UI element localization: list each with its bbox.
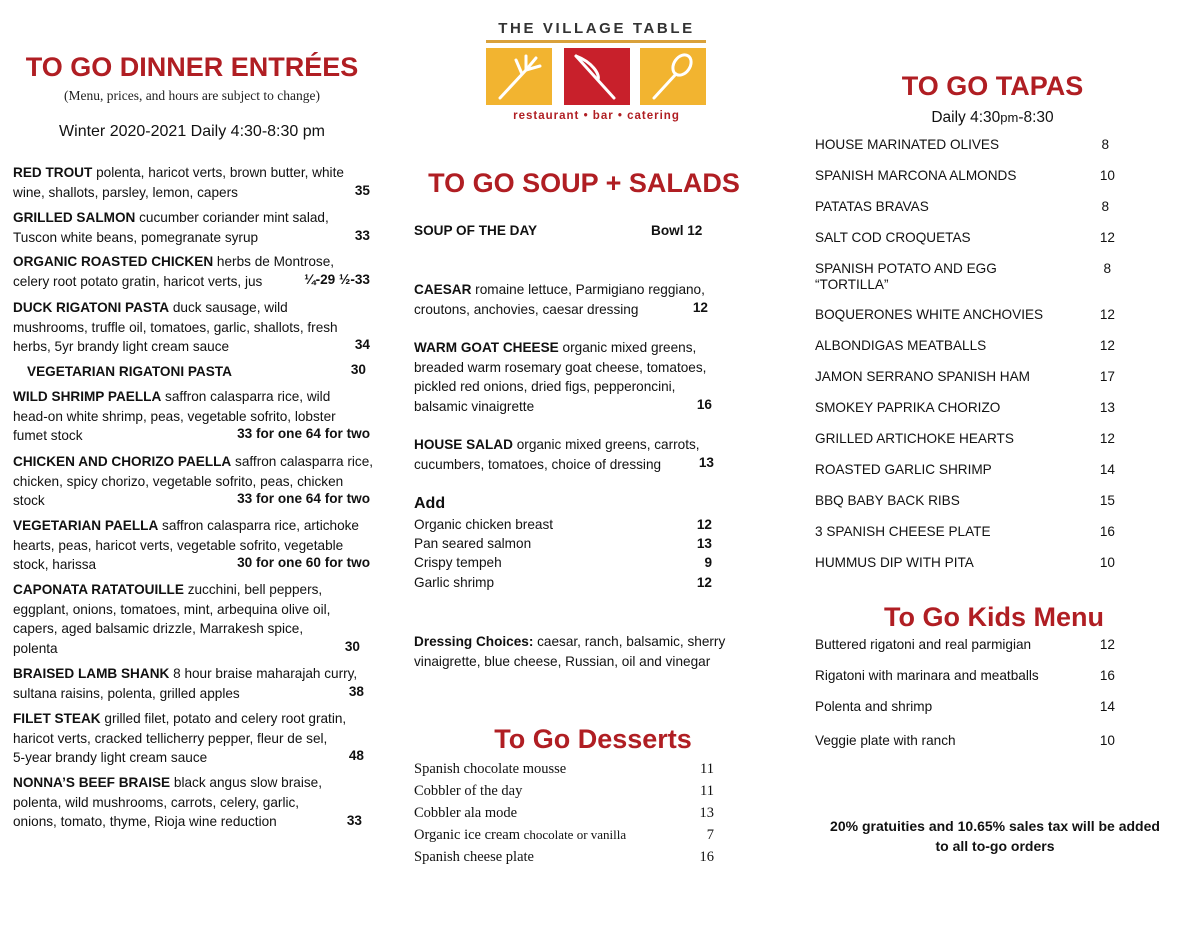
- entree-price: 34: [354, 337, 370, 352]
- kids-item: [815, 668, 1125, 684]
- salad-price: 16: [696, 397, 712, 412]
- tapas-price: 8: [1103, 261, 1111, 276]
- entree-desc: stock: [13, 493, 45, 508]
- entree-desc: saffron calasparra rice, artichoke: [158, 518, 359, 533]
- entree-name: CHICKEN AND CHORIZO PAELLA: [13, 454, 232, 469]
- salad-desc: romaine lettuce, Parmigiano reggiano,: [471, 282, 705, 297]
- add-name: Garlic shrimp: [414, 575, 495, 590]
- tapas-name: 3 SPANISH CHEESE PLATE: [815, 524, 991, 539]
- tapas-hours-end: -8:30: [1018, 109, 1054, 126]
- dessert-item: [414, 849, 714, 866]
- tapas-item: [815, 431, 1125, 447]
- dessert-item: [414, 783, 714, 800]
- dessert-price: 16: [699, 849, 714, 865]
- tapas-price: 17: [1099, 369, 1115, 384]
- tapas-item: [815, 230, 1125, 246]
- tapas-name: BBQ BABY BACK RIBS: [815, 493, 960, 508]
- dressing-text: caesar, ranch, balsamic, sherry: [533, 634, 726, 649]
- kids-name: Veggie plate with ranch: [815, 733, 956, 748]
- tapas-hours-start: Daily 4:30: [931, 109, 1001, 126]
- entree-price: 30 for one 60 for two: [237, 555, 370, 570]
- salad-name: CAESAR: [414, 282, 472, 297]
- dessert-name: Spanish cheese plate: [414, 849, 534, 865]
- salad-price: 13: [698, 455, 714, 470]
- tapas-name: SMOKEY PAPRIKA CHORIZO: [815, 400, 1001, 415]
- tapas-price: 14: [1099, 462, 1115, 477]
- dessert-price: 11: [700, 761, 714, 777]
- salad-desc: balsamic vinaigrette: [414, 398, 535, 414]
- dessert-name: Spanish chocolate mousse: [414, 761, 567, 777]
- tapas-price: 10: [1099, 168, 1115, 183]
- entree-desc: zucchini, bell peppers,: [183, 582, 323, 597]
- tapas-hours: [880, 109, 1105, 127]
- tapas-name: SALT COD CROQUETAS: [815, 230, 971, 245]
- entree-name: GRILLED SALMON: [13, 210, 136, 225]
- tapas-name: SPANISH MARCONA ALMONDS: [815, 168, 1017, 183]
- tapas-name-line2: “TORTILLA”: [815, 277, 889, 292]
- gratuity-note: [806, 816, 1184, 856]
- tapas-price: 8: [1101, 199, 1109, 214]
- kids-name: Polenta and shrimp: [815, 699, 933, 714]
- kids-item: [815, 699, 1125, 715]
- add-item: [414, 555, 714, 570]
- entree-price: 33: [354, 228, 370, 243]
- entree-desc: onions, tomato, thyme, Rioja wine reduction: [13, 814, 277, 829]
- tapas-price: 15: [1099, 493, 1115, 508]
- kids-price: 14: [1099, 699, 1115, 714]
- spoon-icon: [640, 48, 706, 105]
- salad-desc: organic mixed greens, carrots,: [512, 437, 700, 452]
- tapas-item: [815, 261, 1125, 293]
- tapas-price: 12: [1099, 338, 1115, 353]
- desserts-title: To Go Desserts: [494, 724, 692, 754]
- entree-desc: saffron calasparra rice, wild: [161, 389, 331, 404]
- dressing-choices: [414, 632, 754, 671]
- dessert-name: Cobbler ala mode: [414, 805, 518, 821]
- add-price: 12: [696, 517, 712, 532]
- add-price: 12: [696, 575, 712, 590]
- tapas-name: BOQUERONES WHITE ANCHOVIES: [815, 307, 1044, 322]
- entree-desc: cucumber coriander mint salad,: [135, 210, 329, 225]
- entree-item-duck-rigatoni: [13, 298, 383, 357]
- entree-desc: haricot verts, cracked tellicherry pepper, fleur de sel,: [13, 730, 328, 746]
- entree-item-red-trout: [13, 163, 383, 202]
- entree-item-veg-rigatoni: [27, 362, 327, 382]
- entree-item-grilled-salmon: [13, 208, 383, 247]
- tapas-name: PATATAS BRAVAS: [815, 199, 929, 214]
- tapas-item: [815, 555, 1125, 571]
- entree-desc: black angus slow braise,: [170, 775, 322, 790]
- entree-name: WILD SHRIMP PAELLA: [13, 389, 162, 404]
- entree-desc: mushrooms, truffle oil, tomatoes, garlic, shallots, fresh: [13, 319, 338, 335]
- kids-name: Rigatoni with marinara and meatballs: [815, 668, 1039, 683]
- tapas-item: [815, 493, 1125, 509]
- salad-desc: organic mixed greens,: [558, 340, 697, 355]
- fork-icon: [486, 48, 552, 105]
- gratuity-line-1: 20% gratuities and 10.65% sales tax will be added: [830, 818, 1160, 834]
- entrees-note: (Menu, prices, and hours are subject to change): [63, 88, 321, 103]
- entree-price: 33 for one 64 for two: [237, 426, 370, 441]
- tapas-price: 12: [1099, 431, 1115, 446]
- entree-desc: fumet stock: [13, 428, 83, 443]
- entree-name: VEGETARIAN PAELLA: [13, 518, 159, 533]
- kids-title: To Go Kids Menu: [884, 602, 1104, 632]
- soup-name: SOUP OF THE DAY: [414, 223, 538, 238]
- salad-name: WARM GOAT CHEESE: [414, 340, 559, 355]
- salad-desc: cucumbers, tomatoes, choice of dressing: [414, 456, 662, 472]
- entree-price: ¼-29 ½-33: [304, 272, 370, 287]
- entree-name: NONNA’S BEEF BRAISE: [13, 775, 171, 790]
- tapas-title: TO GO TAPAS: [901, 71, 1084, 101]
- entree-desc: eggplant, onions, tomatoes, mint, arbequina olive oil,: [13, 601, 331, 617]
- gratuity-line-2: to all to-go orders: [935, 838, 1055, 854]
- dessert-price: 11: [700, 783, 714, 799]
- entree-price: 33: [346, 813, 362, 828]
- add-item: [414, 575, 714, 590]
- tapas-price: 13: [1099, 400, 1115, 415]
- entree-desc: herbs de Montrose,: [213, 254, 335, 269]
- entree-desc: sultana raisins, polenta, grilled apples: [13, 685, 240, 701]
- kids-item: [815, 733, 1125, 749]
- dessert-price: 13: [699, 805, 714, 821]
- entree-desc: polenta, haricot verts, brown butter, white: [92, 165, 344, 180]
- entree-desc: polenta, wild mushrooms, carrots, celery, garlic,: [13, 794, 300, 810]
- entree-price: 30: [344, 639, 360, 654]
- salad-desc: breaded warm rosemary goat cheese, tomatoes,: [414, 359, 707, 375]
- tapas-item: [815, 199, 1125, 215]
- entree-name: VEGETARIAN RIGATONI PASTA: [27, 364, 232, 379]
- salad-name: HOUSE SALAD: [414, 437, 513, 452]
- add-price: 9: [704, 555, 712, 570]
- tapas-item: [815, 462, 1125, 478]
- tapas-name: ROASTED GARLIC SHRIMP: [815, 462, 992, 477]
- kids-price: 12: [1099, 637, 1115, 652]
- add-price: 13: [696, 536, 712, 551]
- entree-desc: capers, aged balsamic drizzle, Marrakesh spice,: [13, 621, 304, 636]
- tapas-price: 8: [1101, 137, 1109, 152]
- kids-name: Buttered rigatoni and real parmigian: [815, 637, 1032, 652]
- logo-tagline: restaurant • bar • catering: [513, 110, 680, 122]
- entree-desc: celery root potato gratin, haricot verts, jus: [13, 273, 263, 289]
- entree-desc: Tuscon white beans, pomegranate syrup: [13, 229, 259, 245]
- entree-price: 38: [348, 684, 364, 699]
- entree-price: 35: [354, 183, 370, 198]
- tapas-item: [815, 137, 1125, 153]
- tapas-name: ALBONDIGAS MEATBALLS: [815, 338, 987, 353]
- tapas-name: JAMON SERRANO SPANISH HAM: [815, 369, 1031, 384]
- tapas-hours-pm: pm: [1000, 110, 1019, 125]
- logo-divider: [486, 40, 706, 43]
- entree-desc: chicken, spicy chorizo, vegetable sofrito, peas, chicken: [13, 473, 344, 489]
- tapas-item: [815, 168, 1125, 184]
- dessert-name: Organic ice cream: [414, 827, 524, 843]
- soup-price: Bowl 12: [651, 223, 703, 238]
- tapas-name: HOUSE MARINATED OLIVES: [815, 137, 1000, 152]
- tapas-price: 12: [1099, 230, 1115, 245]
- kids-price: 10: [1099, 733, 1115, 748]
- add-name: Crispy tempeh: [414, 555, 502, 570]
- dessert-name: Cobbler of the day: [414, 783, 523, 799]
- entree-desc: 8 hour braise maharajah curry,: [169, 666, 358, 681]
- entree-desc: duck sausage, wild: [169, 300, 288, 315]
- tapas-price: 16: [1099, 524, 1115, 539]
- dessert-item: [414, 805, 714, 822]
- entree-desc: 5-year brandy light cream sauce: [13, 750, 208, 765]
- add-item: [414, 517, 714, 532]
- entree-desc: grilled filet, potato and celery root gratin,: [100, 711, 347, 726]
- tapas-item: [815, 400, 1125, 416]
- knife-icon: [564, 48, 630, 105]
- dessert-sub: chocolate or vanilla: [523, 827, 627, 842]
- entree-name: CAPONATA RATATOUILLE: [13, 582, 184, 597]
- entree-desc: herbs, 5yr brandy light cream sauce: [13, 339, 230, 354]
- dessert-item: [414, 761, 714, 778]
- dressing-label: Dressing Choices:: [414, 634, 534, 649]
- entree-price: 33 for one 64 for two: [237, 491, 370, 506]
- salad-desc: pickled red onions, dried figs, pepperoncini,: [414, 379, 676, 394]
- add-heading: Add: [414, 495, 446, 512]
- tapas-name: HUMMUS DIP WITH PITA: [815, 555, 974, 570]
- soup-of-the-day: [414, 223, 714, 238]
- kids-price: 16: [1099, 668, 1115, 683]
- tapas-item: [815, 307, 1125, 323]
- entree-name: RED TROUT: [13, 165, 93, 180]
- tapas-price: 12: [1099, 307, 1115, 322]
- entree-desc: polenta: [13, 640, 58, 656]
- salad-price: 12: [692, 300, 708, 315]
- entree-desc: saffron calasparra rice,: [231, 454, 374, 469]
- soups-title: TO GO SOUP + SALADS: [428, 168, 740, 198]
- entree-desc: hearts, peas, haricot verts, vegetable sofrito, vegetable: [13, 537, 344, 553]
- salad-desc: croutons, anchovies, caesar dressing: [414, 301, 639, 317]
- tapas-name: GRILLED ARTICHOKE HEARTS: [815, 431, 1014, 446]
- entree-name: DUCK RIGATONI PASTA: [13, 300, 170, 315]
- tapas-item: [815, 338, 1125, 354]
- add-name: Organic chicken breast: [414, 517, 554, 532]
- entree-desc: wine, shallots, parsley, lemon, capers: [13, 184, 238, 200]
- tapas-item: [815, 524, 1125, 540]
- entree-price: 48: [348, 748, 364, 763]
- tapas-item: [815, 369, 1125, 385]
- entree-desc: stock, harissa: [13, 557, 97, 572]
- add-item: [414, 536, 714, 551]
- entree-desc: head-on white shrimp, peas, vegetable sofrito, lobster: [13, 408, 336, 424]
- dressing-text: vinaigrette, blue cheese, Russian, oil and vinegar: [414, 653, 711, 669]
- kids-item: [815, 637, 1125, 653]
- entree-price: 30: [350, 362, 366, 377]
- tapas-name: SPANISH POTATO AND EGG: [815, 261, 997, 276]
- tapas-price: 10: [1099, 555, 1115, 570]
- entree-name: BRAISED LAMB SHANK: [13, 666, 170, 681]
- entree-name: ORGANIC ROASTED CHICKEN: [13, 254, 214, 269]
- entrees-title: TO GO DINNER ENTRÉES: [25, 52, 359, 82]
- entree-name: FILET STEAK: [13, 711, 101, 726]
- logo-title: THE VILLAGE TABLE: [498, 20, 695, 37]
- add-name: Pan seared salmon: [414, 536, 532, 551]
- dessert-item: [414, 827, 714, 844]
- dessert-price: 7: [706, 827, 714, 843]
- entrees-hours: Winter 2020-2021 Daily 4:30-8:30 pm: [59, 123, 325, 140]
